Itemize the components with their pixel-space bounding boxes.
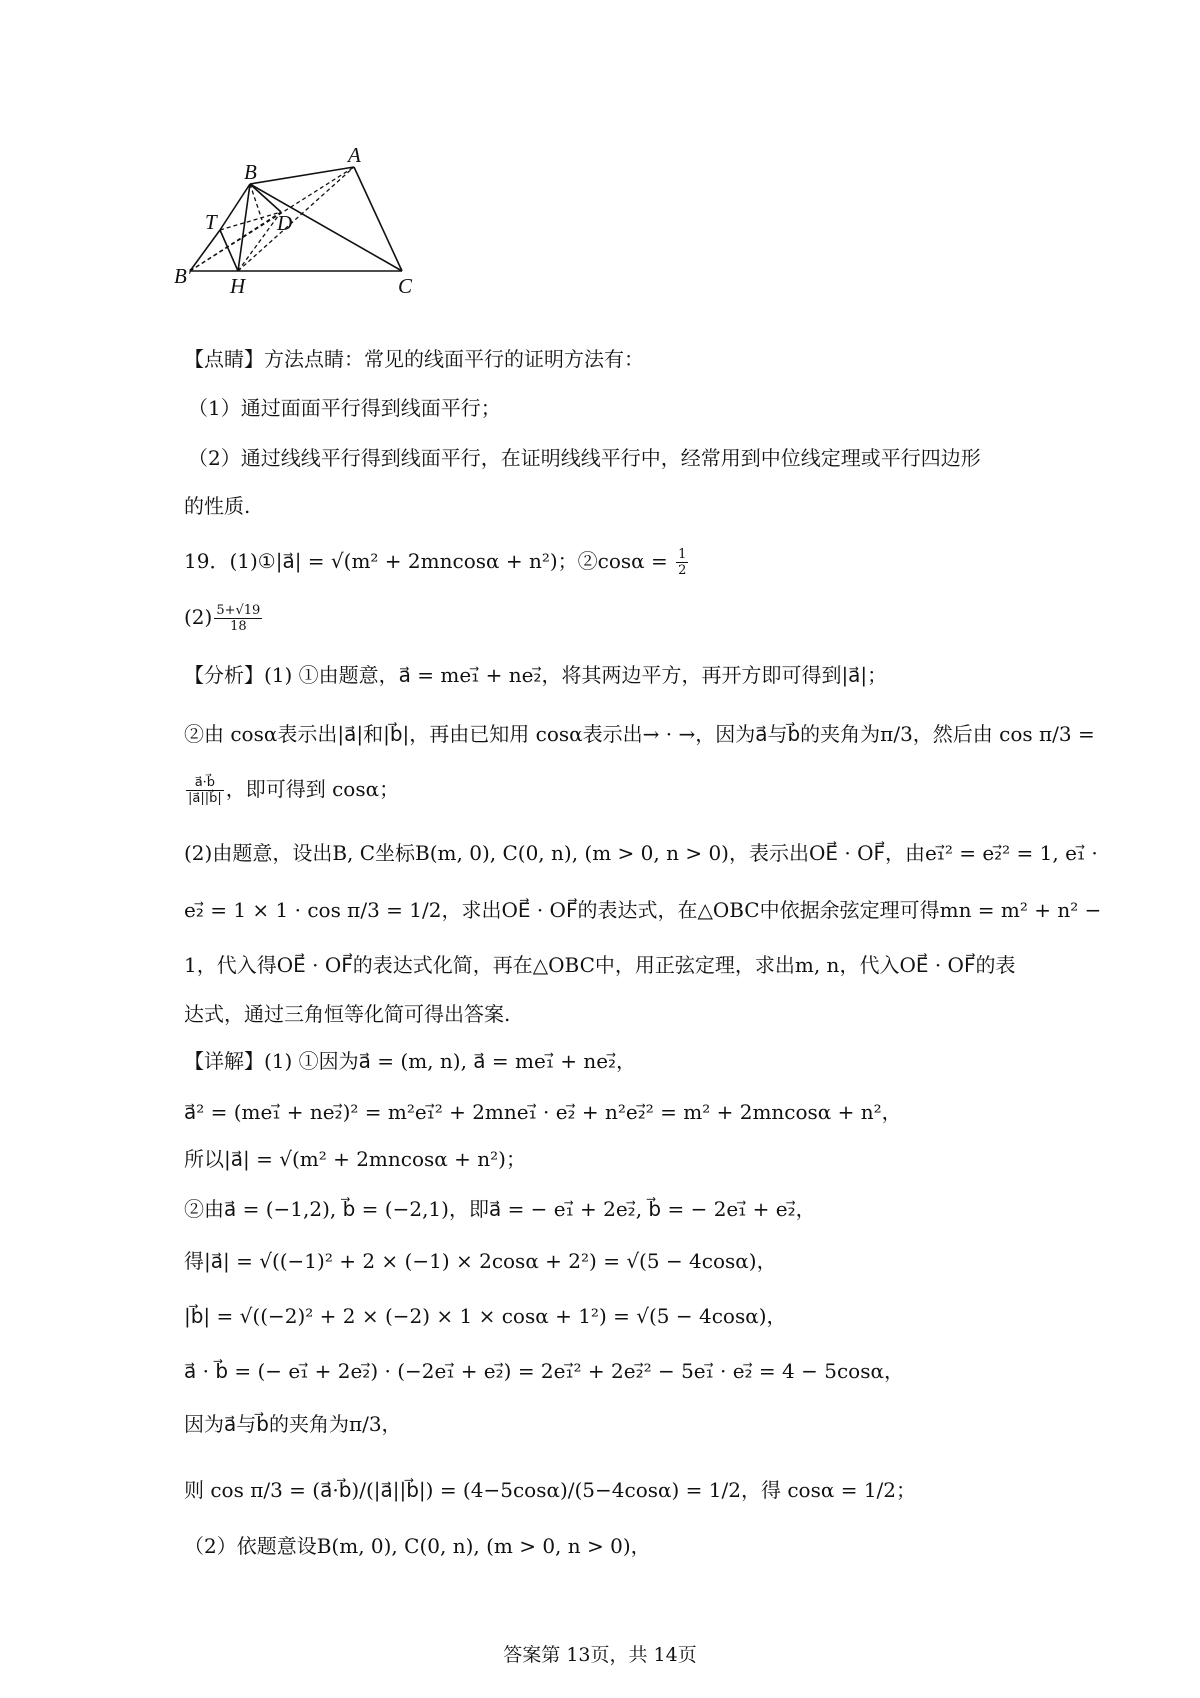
page-footer: 答案第 13页，共 14页 (503, 1644, 697, 1666)
answer-19-part2 (184, 603, 264, 634)
fraction-num: a⃗·b⃗ (186, 775, 224, 791)
tip-heading: 【点睛】方法点睛：常见的线面平行的证明方法有： (184, 347, 644, 371)
answer-19-part1-text: 19．(1)①|a⃗| = √(m² + 2mncosα + n²)；②cosα = (184, 549, 675, 573)
analysis-line-1: 【分析】(1) ①由题意，a⃗ = me₁⃗ + ne₂⃗，将其两边平方，再开方即可得到|a⃗|； (184, 663, 888, 687)
detail-line-4: ②由a⃗ = (−1,2), b⃗ = (−2,1)，即a⃗ = − e₁⃗ + 2e₂⃗, b⃗ = − 2e₁⃗ + e₂⃗， (184, 1197, 816, 1221)
edge-BC (250, 184, 402, 271)
tip-item-2-cont: 的性质. (184, 494, 251, 518)
label-T: T (205, 210, 217, 234)
fraction-num: 1 (678, 547, 687, 562)
answer-19-part1 (184, 547, 690, 578)
edge-BpD-dashed (190, 212, 281, 271)
detail-line-7: a⃗ · b⃗ = (− e₁⃗ + 2e₂⃗) · (−2e₁⃗ + e₂⃗) = 2e₁⃗² + 2e₂⃗² − 5e₁⃗ · e₂⃗ = 4 − 5cosα， (184, 1359, 904, 1383)
geometry-figure (174, 143, 478, 325)
analysis-line-4: (2)由题意，设出B, C坐标B(m, 0), C(0, n), (m > 0, n > 0)，表示出OE⃗ · OF⃗，由e₁⃗² = e₂⃗² = 1, e₁⃗ · (184, 841, 1098, 865)
detail-line-10: （2）依题意设B(m, 0), C(0, n), (m > 0, n > 0)， (184, 1534, 651, 1558)
fraction-den: |a⃗||b⃗| (188, 791, 222, 806)
answer-19-part2-label: (2) (184, 605, 213, 629)
detail-line-2: a⃗² = (me₁⃗ + ne₂⃗)² = m²e₁⃗² + 2mne₁⃗ · e₂⃗ + n²e₂⃗² = m² + 2mncosα + n²， (184, 1100, 902, 1124)
analysis-line-3-text: ，即可得到 cosα； (225, 777, 400, 801)
fraction-answer (214, 603, 262, 634)
edge-AC (354, 167, 402, 271)
fraction-num: 5+√19 (216, 603, 261, 618)
detail-line-9: 则 cos π/3 = (a⃗·b⃗)/(|a⃗||b⃗|) = (4−5cosα)/(5−4cosα) = 1/2，得 cosα = 1/2； (184, 1478, 917, 1502)
tip-item-2: （2）通过线线平行得到线面平行，在证明线线平行中，经常用到中位线定理或平行四边形 (188, 446, 981, 470)
analysis-line-3 (184, 775, 399, 806)
label-D: D (277, 211, 293, 235)
detail-line-8: 因为a⃗与b⃗的夹角为π/3， (184, 1412, 402, 1436)
label-C: C (398, 274, 413, 298)
fraction-den: 2 (678, 563, 687, 578)
label-Bprime: B′ (174, 264, 192, 288)
edge-TBp (190, 230, 220, 271)
detail-line-1: 【详解】(1) ①因为a⃗ = (m, n), a⃗ = me₁⃗ + ne₂⃗， (184, 1049, 637, 1073)
analysis-line-6: 1，代入得OE⃗ · OF⃗的表达式化简，再在△OBC中，用正弦定理，求出m, n，代入OE⃗ · OF⃗的表 (184, 953, 1016, 977)
label-H: H (230, 274, 246, 298)
fraction-half (676, 547, 688, 578)
edge-BT (220, 184, 250, 230)
analysis-line-5: e₂⃗ = 1 × 1 · cos π/3 = 1/2，求出OE⃗ · OF⃗的表达式，在△OBC中依据余弦定理可得mn = m² + n² − (184, 898, 1102, 922)
analysis-line-2: ②由 cosα表示出|a⃗|和|b⃗|，再由已知用 cosα表示出→ · →，因为a⃗与b⃗的夹角为π/3，然后由 cos π/3 = (184, 722, 1095, 746)
fraction-cos (186, 775, 224, 806)
label-A: A (348, 143, 361, 167)
tip-item-1: （1）通过面面平行得到线面平行； (188, 396, 501, 420)
fraction-den: 18 (230, 619, 247, 634)
geometry-diagram (174, 143, 478, 325)
detail-line-3: 所以|a⃗| = √(m² + 2mncosα + n²)； (184, 1147, 526, 1171)
detail-line-5: 得|a⃗| = √((−1)² + 2 × (−1) × 2cosα + 2²) = √(5 − 4cosα)， (184, 1249, 777, 1273)
analysis-line-7: 达式，通过三角恒等化简可得出答案. (184, 1002, 511, 1026)
detail-line-6: |b⃗| = √((−2)² + 2 × (−2) × 1 × cosα + 1²) = √(5 − 4cosα)， (184, 1304, 787, 1328)
label-B: B (244, 160, 257, 184)
